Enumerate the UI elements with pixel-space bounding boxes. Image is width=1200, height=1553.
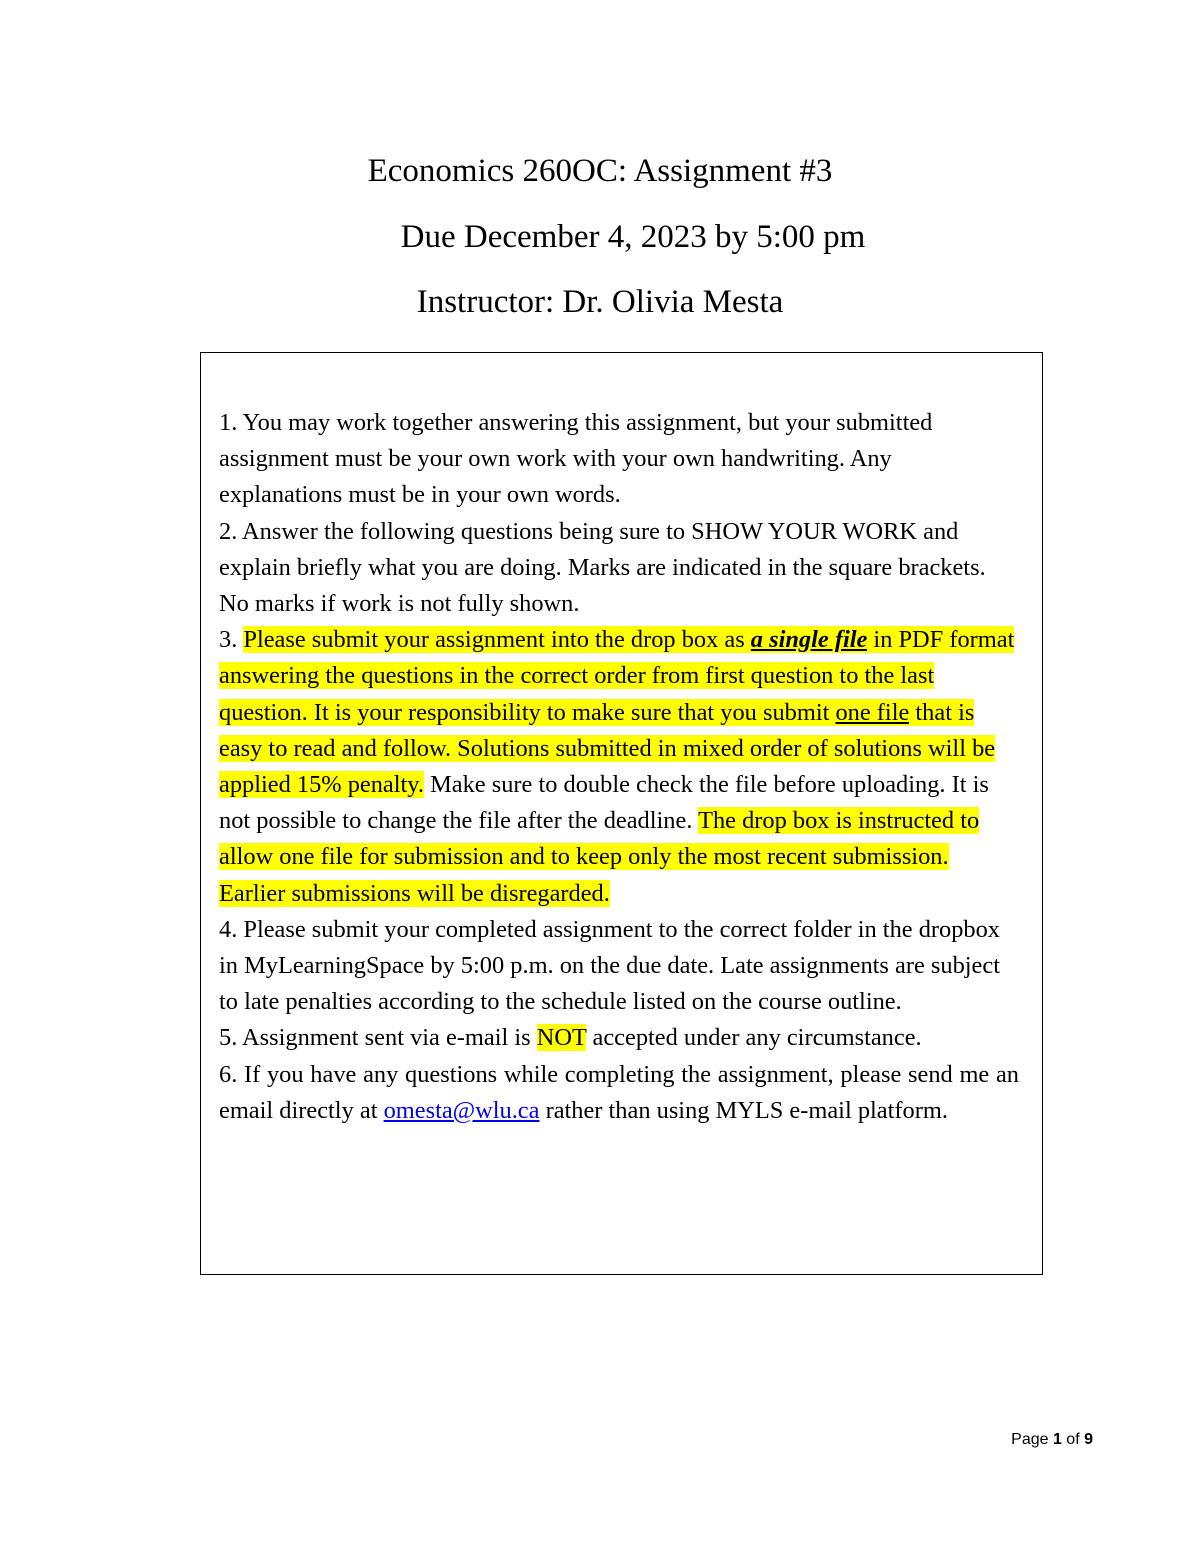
rule-3-highlight-b: in PDF format answering the questions in the correct order from first question to the last question. It is your responsibility to make sure that you submit bbox=[219, 626, 1015, 726]
not-highlight: NOT bbox=[536, 1024, 587, 1052]
rule-6-text-b: rather than using MYLS e-mail platform. bbox=[539, 1096, 948, 1124]
rule-3 bbox=[219, 622, 1019, 912]
rule-3-highlight-e: The drop box is instructed to allow one file for submission and to keep only the most recent submission. Earlier submissions will be disregarded. bbox=[219, 807, 980, 907]
rule-5-text-b: accepted under any circumstance. bbox=[586, 1024, 922, 1052]
instructor-name: Instructor: Dr. Olivia Mesta bbox=[416, 284, 784, 320]
page-number bbox=[960, 1431, 1093, 1449]
instructor-email-link[interactable]: omesta@wlu.ca bbox=[383, 1096, 540, 1124]
rule-2: 2. Answer the following questions being sure to SHOW YOUR WORK and explain briefly what you are doing. Marks are indicated in the square brackets. No marks if work is not fully shown. bbox=[219, 517, 986, 618]
single-file-emphasis: a single file bbox=[750, 626, 868, 654]
rule-6-text-a: 6. If you have any questions while completing the assignment, please send me an email directly at bbox=[219, 1060, 1019, 1124]
rule-1: 1. You may work together answering this assignment, but your submitted assignment must be your own work with your own handwriting. Any explanations must be in your own words. bbox=[219, 409, 933, 509]
rule-5 bbox=[219, 1020, 1019, 1056]
instructions-box bbox=[200, 352, 1043, 1275]
page-of: of bbox=[1061, 1431, 1085, 1448]
rule-3-plain: Make sure to double check the file before uploading. It is not possible to change the file after the deadline. bbox=[219, 771, 989, 835]
page-total: 9 bbox=[1084, 1431, 1093, 1448]
rule-5-text-a: 5. Assignment sent via e-mail is bbox=[219, 1024, 537, 1052]
rule-4: 4. Please submit your completed assignment to the correct folder in the dropbox in MyLearningSpace by 5:00 p.m. on the due date. Late assignments are subject to late penalties according to the schedule listed on the course outline. bbox=[219, 915, 1000, 1016]
rule-3-number: 3. bbox=[219, 626, 244, 654]
rule-6 bbox=[219, 1057, 1019, 1129]
due-date: Due December 4, 2023 by 5:00 pm bbox=[400, 219, 866, 255]
instructions-list bbox=[219, 405, 1019, 1129]
page-label: Page bbox=[1011, 1431, 1053, 1448]
document-title: Economics 260OC: Assignment #3 bbox=[367, 153, 833, 189]
rule-3-highlight-a: Please submit your assignment into the drop box as bbox=[243, 626, 751, 654]
one-file-underline: one file bbox=[835, 698, 910, 726]
page-current: 1 bbox=[1052, 1431, 1062, 1448]
rule-3-highlight-c: that is easy to read and follow. Solutions submitted in mixed order of solutions will be applied 15% penalty. bbox=[219, 698, 996, 799]
